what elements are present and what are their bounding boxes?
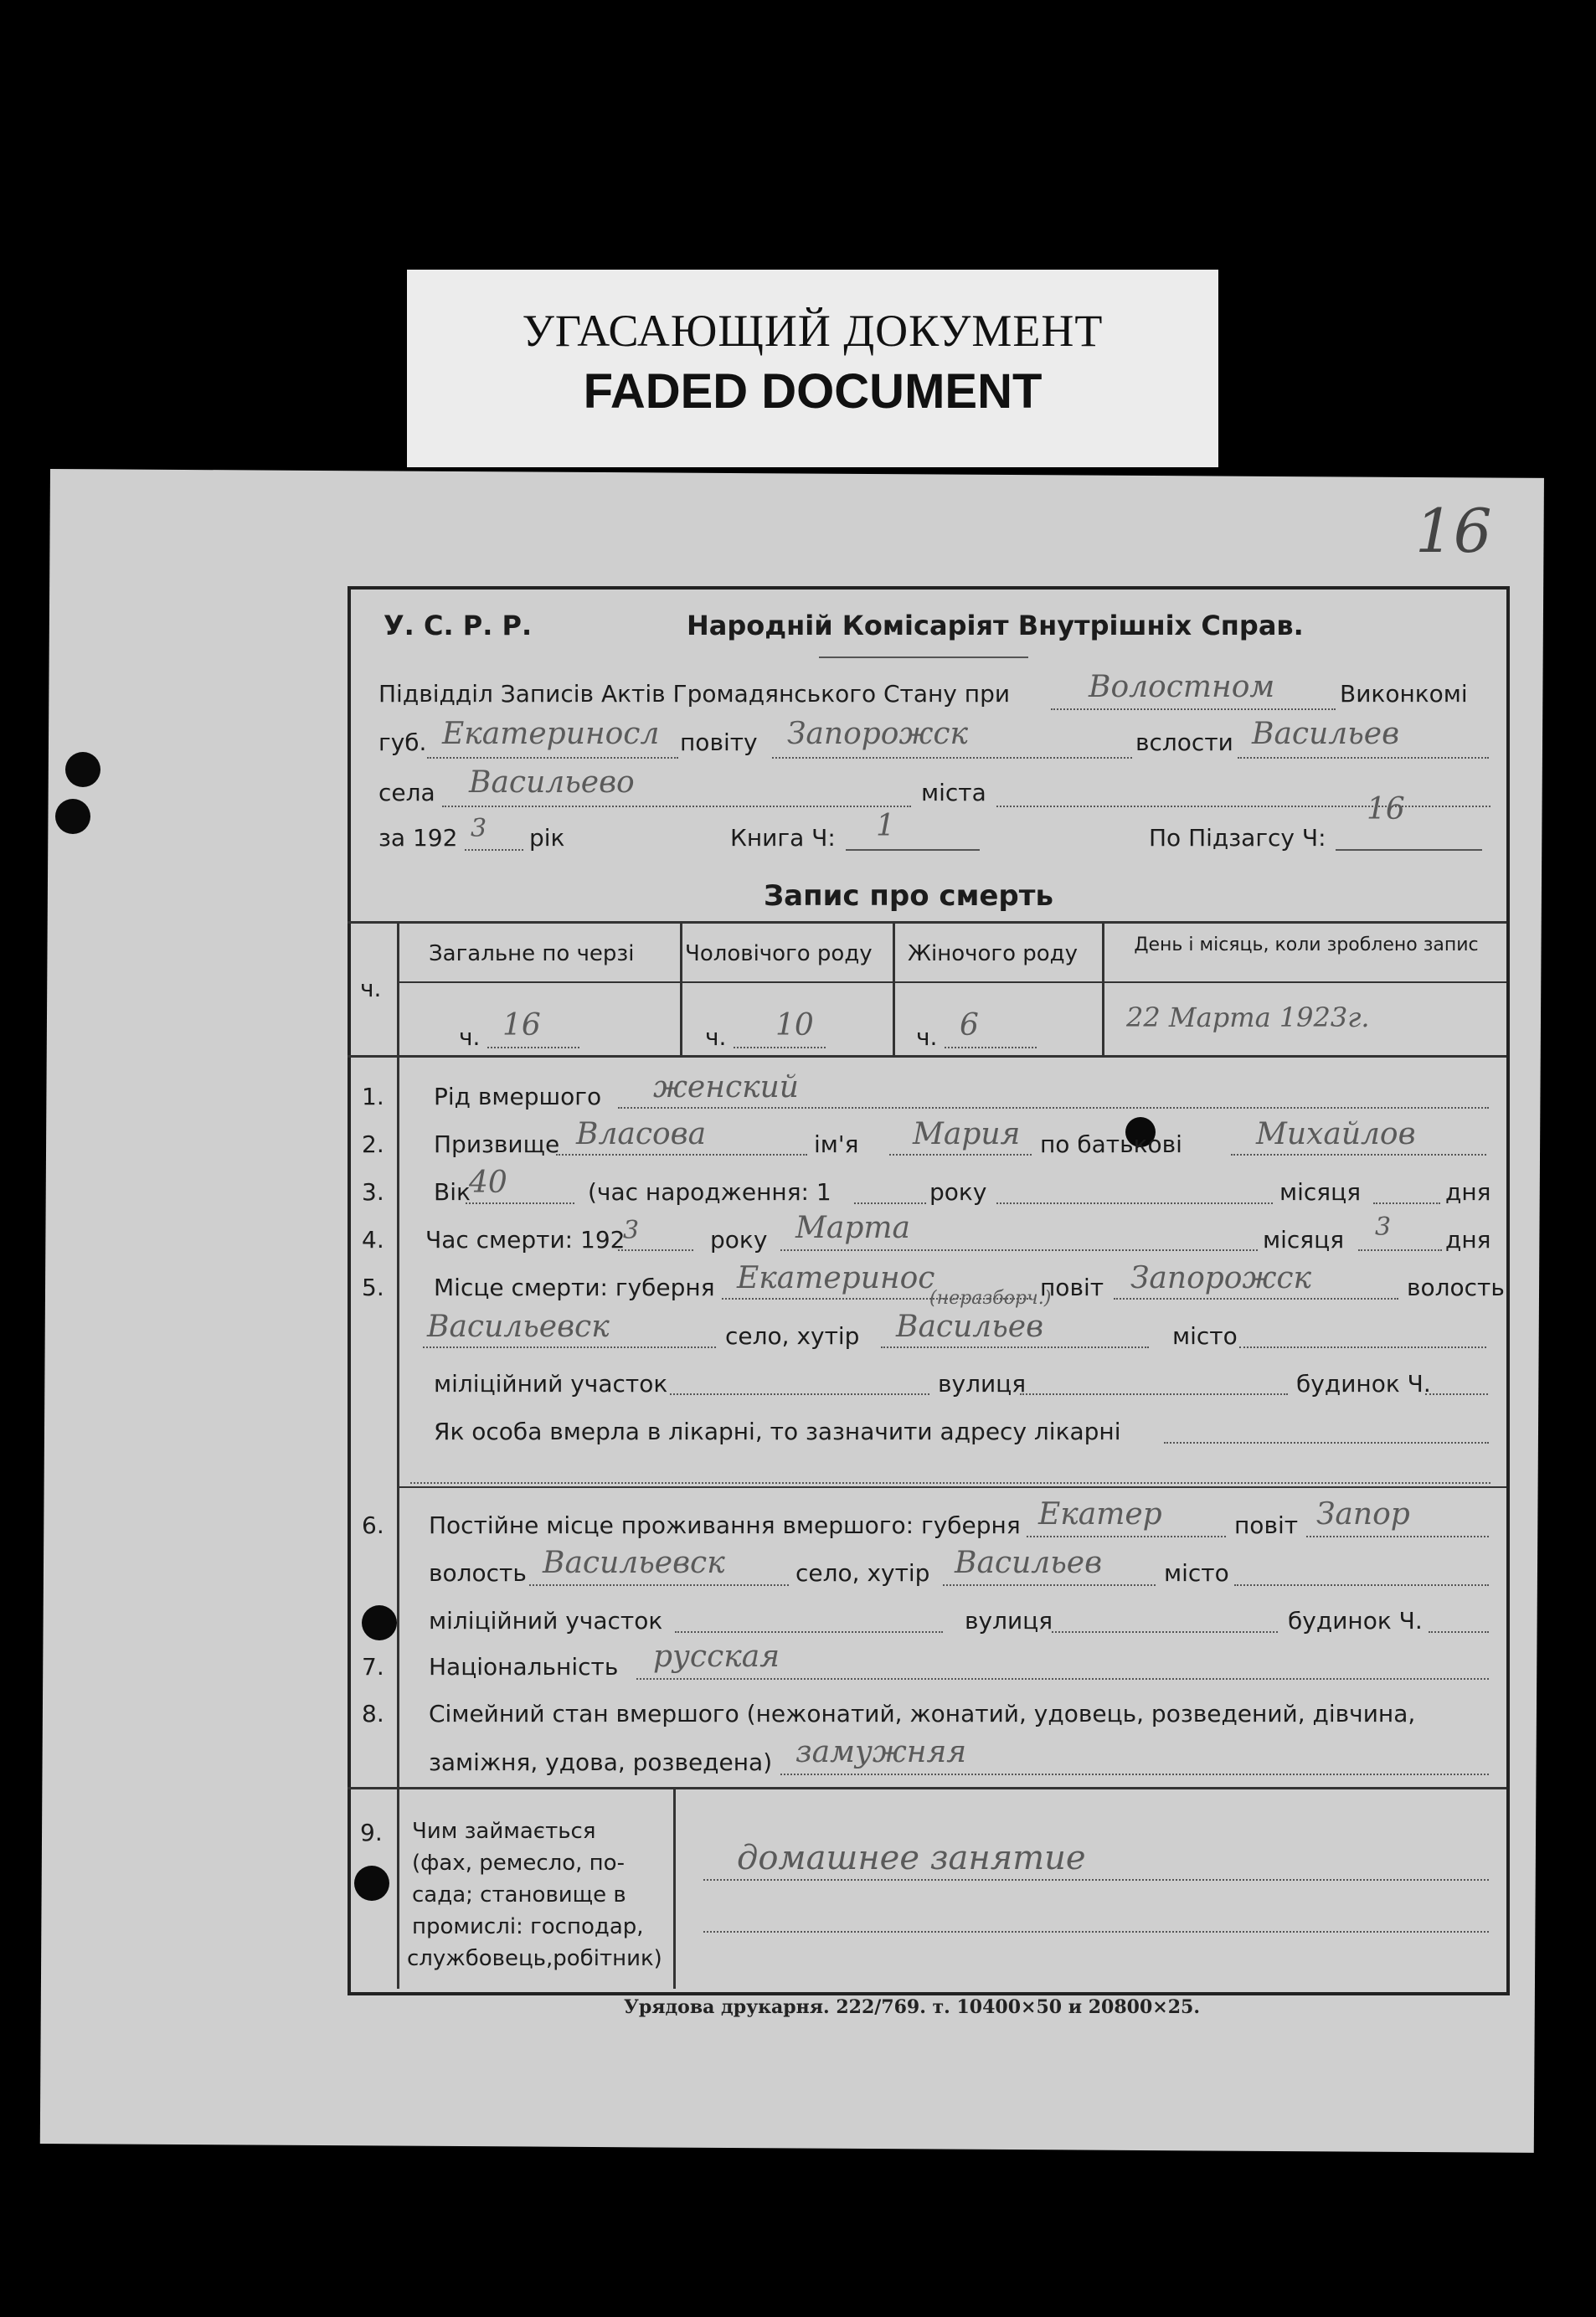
death-place-povit-label: повіт [1040, 1274, 1104, 1301]
residence-street-label: вулиця [965, 1607, 1053, 1635]
sex-line [618, 1107, 1489, 1109]
page-number: 16 [1415, 496, 1492, 566]
occupation-column-rule [673, 1787, 676, 1989]
residence-selo-label: село, хутір [795, 1559, 930, 1587]
section2-bottom-rule [348, 1787, 1506, 1789]
col-general-label: Загальне по черзі [429, 941, 635, 966]
surname-label: Призвище [434, 1130, 560, 1158]
death-place-selo-line [881, 1346, 1149, 1348]
rik-label: рік [529, 824, 565, 852]
birth-label: (час народження: 1 [588, 1178, 831, 1206]
name-value: Мария [913, 1117, 1021, 1151]
subentry-label: По Підзагсу Ч: [1149, 824, 1326, 852]
residence-street-line [1052, 1631, 1278, 1633]
birth-year-label: року [929, 1178, 987, 1206]
residence-volost-line [529, 1584, 789, 1586]
occupation-label-5: службовець,робітник) [407, 1946, 662, 1971]
selo-label: села [378, 779, 435, 806]
patronymic-value: Михайлов [1256, 1117, 1416, 1151]
birth-month-label: місяця [1279, 1178, 1362, 1206]
gub-line [427, 757, 678, 759]
row-number: 6. [362, 1511, 384, 1539]
death-place-misto-label: місто [1172, 1322, 1238, 1350]
year-digit: 3 [471, 814, 487, 843]
occupation-line-1 [703, 1879, 1489, 1881]
death-place-misto-line [1239, 1346, 1486, 1348]
row-number: 5. [362, 1274, 384, 1301]
book-line [846, 849, 980, 851]
death-place-selo: Васильев [896, 1310, 1044, 1344]
residence-house-line [1429, 1631, 1489, 1633]
residence-povit-line [1306, 1536, 1489, 1537]
residence-militia-label: міліційний участок [429, 1607, 663, 1635]
death-time-label: Час смерти: 192 [425, 1226, 626, 1254]
year-line [465, 849, 523, 851]
number-column-rule [397, 921, 399, 1989]
street-line [1020, 1393, 1288, 1395]
povit-line [772, 757, 1132, 759]
volost-line [1238, 757, 1489, 759]
marital-label-2: заміжня, удова, розведена) [429, 1748, 773, 1776]
marital-value: замужняя [795, 1735, 967, 1769]
residence-label: Постійне місце проживання вмершого: губерня [429, 1511, 1021, 1539]
row-number: 9. [360, 1819, 383, 1846]
male-value: 10 [775, 1008, 814, 1043]
form-title: Запис про смерть [764, 879, 1053, 913]
book-number: 1 [876, 809, 895, 843]
birth-day-line [1373, 1202, 1440, 1204]
house-label: будинок Ч. [1296, 1370, 1431, 1398]
surname-line [556, 1154, 807, 1156]
nationality-label: Національність [429, 1653, 619, 1681]
general-prefix: ч. [459, 1023, 481, 1051]
birth-day-label: дня [1445, 1178, 1491, 1206]
occupation-label-4: промислі: господар, [412, 1914, 644, 1939]
female-value: 6 [960, 1008, 979, 1043]
patronymic-label: по батькові [1040, 1130, 1182, 1158]
patronymic-line [1231, 1154, 1486, 1156]
death-place-note: (неразборч.) [929, 1288, 1052, 1309]
general-line [487, 1047, 579, 1048]
general-column-rule [680, 921, 682, 1055]
marital-label: Сімейний стан вмершого (нежонатий, жонатий, удовець, розведений, дівчина, [429, 1700, 1416, 1727]
death-year-line [618, 1249, 693, 1251]
executive-label: Виконкомі [1340, 680, 1468, 708]
male-line [734, 1047, 826, 1048]
female-column-rule [1102, 921, 1104, 1055]
death-month-value: Марта [795, 1211, 910, 1245]
gub-value: Екатериносл [442, 717, 660, 751]
death-place-povit-line [1114, 1298, 1398, 1300]
mista-line [996, 806, 1490, 807]
mista-label: міста [921, 779, 986, 806]
row-number: 1. [362, 1083, 384, 1110]
residence-povit-label: повіт [1234, 1511, 1299, 1539]
row-number: 8. [362, 1700, 384, 1727]
occupation-line-2 [703, 1931, 1489, 1933]
birth-month-line [996, 1202, 1273, 1204]
surname-value: Власова [576, 1117, 707, 1151]
selo-value: Васильево [469, 765, 635, 800]
col-date-label: День і місяць, коли зроблено запис [1134, 935, 1479, 955]
residence-selo: Васильев [955, 1546, 1103, 1580]
hospital-label: Як особа вмерла в лікарні, то зазначити адресу лікарні [434, 1418, 1121, 1445]
col-male-label: Чоловічого роду [685, 941, 873, 966]
section1-bottom-rule [397, 1486, 1506, 1488]
name-label: ім'я [814, 1130, 859, 1158]
female-line [945, 1047, 1037, 1048]
stamp-title-ru: УГАСАЮЩИЙ ДОКУМЕНТ [522, 306, 1104, 356]
male-column-rule [893, 921, 895, 1055]
faded-document-stamp [407, 270, 1218, 467]
death-year-digit: 3 [623, 1216, 640, 1245]
death-place-volost-label: волость [1407, 1274, 1505, 1301]
year-label: за 192 [378, 824, 458, 852]
marital-line [780, 1774, 1489, 1775]
death-year-label: року [710, 1226, 768, 1254]
militia-label: міліційний участок [434, 1370, 668, 1398]
povit-label: повіту [680, 729, 758, 756]
residence-povit: Запор [1316, 1497, 1410, 1532]
record-date-value: 22 Марта 1923г. [1126, 1001, 1370, 1033]
hospital-line-2 [410, 1482, 1490, 1484]
selo-line [442, 806, 911, 807]
row-number: 2. [362, 1130, 384, 1158]
povit-value: Запорожск [787, 717, 969, 751]
header-divider [819, 656, 1028, 658]
residence-house-label: будинок Ч. [1288, 1607, 1423, 1635]
occupation-value: домашнее занятие [737, 1839, 1086, 1877]
residence-gub-line [1027, 1536, 1226, 1537]
occupation-label-2: (фах, ремесло, по- [412, 1851, 625, 1876]
street-label: вулиця [938, 1370, 1027, 1398]
subdivision-label: Підвідділ Записів Актів Громадянського Стану при [378, 680, 1011, 708]
table-top-rule [348, 921, 1506, 924]
death-place-povit: Запорожск [1130, 1261, 1312, 1295]
nationality-line [636, 1678, 1489, 1680]
residence-misto-label: місто [1164, 1559, 1229, 1587]
death-place-gub: Екатеринос [737, 1261, 935, 1295]
subentry-line [1336, 849, 1482, 851]
death-day-line [1358, 1249, 1442, 1251]
council-value: Волостном [1089, 670, 1275, 704]
commissariat-label: Народній Комісаріят Внутрішніх Справ. [687, 610, 1304, 641]
death-month-line [780, 1249, 1258, 1251]
residence-volost-label: волость [429, 1559, 527, 1587]
age-value: 40 [469, 1166, 507, 1200]
punch-hole [65, 752, 100, 787]
death-place-volost: Васильевск [427, 1310, 610, 1344]
male-prefix: ч. [705, 1023, 727, 1051]
row-number: 3. [362, 1178, 384, 1206]
residence-misto-line [1234, 1584, 1489, 1586]
residence-selo-line [943, 1584, 1156, 1586]
death-month-label: місяця [1263, 1226, 1345, 1254]
residence-gub: Екатер [1038, 1497, 1162, 1532]
death-place-selo-label: село, хутір [725, 1322, 860, 1350]
death-place-volost-line [423, 1346, 716, 1348]
book-label: Книга Ч: [730, 824, 836, 852]
volost-value: Васильев [1252, 717, 1400, 751]
printer-imprint: Урядова друкарня. 222/769. т. 10400×50 и 20800×25. [624, 1996, 1200, 2018]
punch-hole [55, 799, 90, 834]
col-female-label: Жіночого роду [908, 941, 1079, 966]
sex-value: женский [653, 1070, 799, 1104]
row-number: 4. [362, 1226, 384, 1254]
death-day-value: 3 [1375, 1213, 1392, 1242]
death-place-label: Місце смерти: губерня [434, 1274, 715, 1301]
council-line [1051, 708, 1336, 710]
female-prefix: ч. [916, 1023, 938, 1051]
subentry-number: 16 [1367, 792, 1405, 826]
row-number: 7. [362, 1653, 384, 1681]
stamp-title-en: FADED DOCUMENT [583, 364, 1043, 419]
age-line [466, 1202, 574, 1204]
general-value: 16 [502, 1008, 541, 1043]
occupation-label-3: сада; становище в [412, 1882, 626, 1908]
nationality-value: русская [653, 1640, 780, 1674]
republic-label: У. С. Р. Р. [384, 610, 533, 641]
death-day-label: дня [1445, 1226, 1491, 1254]
militia-line [670, 1393, 929, 1395]
birth-year-line [854, 1202, 926, 1204]
residence-militia-line [675, 1631, 943, 1633]
house-line [1425, 1393, 1488, 1395]
hospital-line [1164, 1442, 1489, 1444]
col-ch-label: ч. [360, 975, 382, 1002]
counts-bottom-rule [348, 1055, 1506, 1058]
occupation-label-1: Чим займається [412, 1819, 596, 1844]
counts-header-rule [397, 981, 1506, 983]
gub-label: губ. [378, 729, 427, 756]
volost-label: вслости [1135, 729, 1233, 756]
age-label: Вік [434, 1178, 471, 1206]
name-line [889, 1154, 1032, 1156]
sex-label: Рід вмершого [434, 1083, 602, 1110]
residence-volost: Васильевск [543, 1546, 725, 1580]
